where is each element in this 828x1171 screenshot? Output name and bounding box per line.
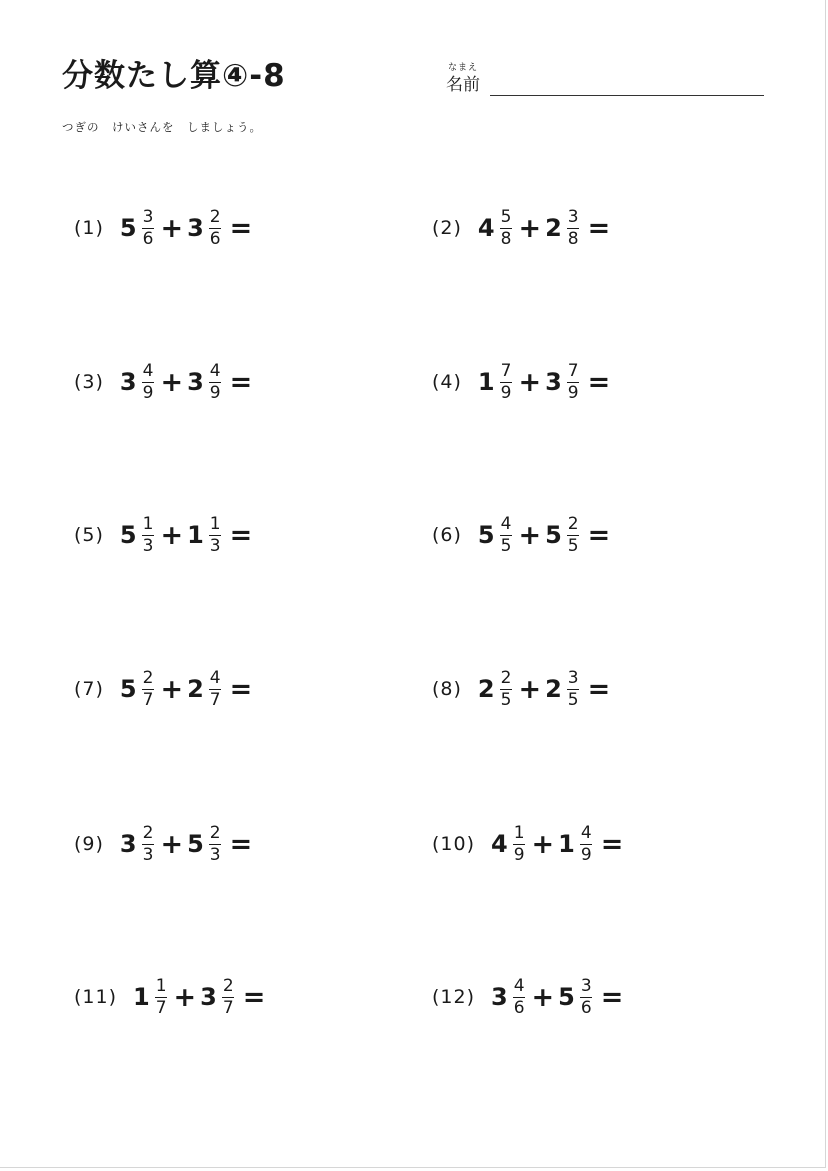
first-denominator: 8 [500,228,512,249]
first-numerator: 7 [500,360,512,381]
problem-number: (5) [74,524,104,546]
plus-sign: + [518,366,542,398]
second-fraction [222,975,235,1018]
second-numerator: 3 [567,206,579,227]
first-whole: 4 [477,214,495,242]
name-label: 名前 [446,75,480,95]
equals-sign: = [600,828,624,860]
second-denominator: 9 [209,382,221,403]
plus-sign: + [160,828,184,860]
second-numerator: 4 [209,667,221,688]
plus-sign: + [160,673,184,705]
problem-2 [432,206,610,250]
problem-number: (7) [74,678,104,700]
first-whole: 4 [491,830,508,858]
page-title: 分数たし算④-8 [62,58,286,94]
first-whole: 5 [477,521,495,549]
first-fraction [142,360,155,403]
first-denominator: 5 [500,535,512,556]
first-denominator: 9 [500,382,512,403]
second-denominator: 7 [222,997,234,1018]
second-numerator: 4 [580,822,592,843]
first-denominator: 3 [142,844,154,865]
first-fraction [155,975,168,1018]
second-whole: 3 [200,983,217,1011]
first-numerator: 2 [142,667,154,688]
equals-sign: = [229,212,253,244]
first-denominator: 7 [142,689,154,710]
first-fraction [142,822,155,865]
problem-1 [74,206,252,250]
first-whole: 3 [119,368,137,396]
equals-sign: = [229,673,253,705]
first-numerator: 2 [500,667,512,688]
name-field-area [446,60,766,100]
second-fraction [209,822,222,865]
first-numerator: 1 [142,513,154,534]
first-whole: 2 [477,675,495,703]
first-numerator: 1 [155,975,167,996]
first-whole: 3 [119,830,137,858]
first-denominator: 6 [513,997,525,1018]
equals-sign: = [587,212,611,244]
problem-4 [432,360,610,404]
first-numerator: 4 [513,975,525,996]
problem-7 [74,667,252,711]
second-numerator: 2 [209,206,221,227]
second-fraction [567,360,580,403]
second-fraction [209,360,222,403]
equals-sign: = [242,981,266,1013]
second-whole: 5 [558,983,575,1011]
first-whole: 1 [133,983,150,1011]
second-numerator: 7 [567,360,579,381]
first-numerator: 2 [142,822,154,843]
equals-sign: = [229,828,253,860]
name-write-line [490,95,764,96]
problem-3 [74,360,252,404]
equals-sign: = [229,366,253,398]
second-denominator: 9 [580,844,592,865]
plus-sign: + [160,212,184,244]
plus-sign: + [531,981,555,1013]
first-fraction [142,206,155,249]
problem-number: (3) [74,371,104,393]
problem-number: (4) [432,371,462,393]
plus-sign: + [518,673,542,705]
second-denominator: 5 [567,689,579,710]
second-fraction [580,975,593,1018]
first-whole: 5 [119,675,137,703]
second-denominator: 3 [209,535,221,556]
second-numerator: 3 [567,667,579,688]
first-denominator: 9 [513,844,525,865]
second-numerator: 3 [580,975,592,996]
equals-sign: = [229,519,253,551]
plus-sign: + [173,981,197,1013]
name-ruby: なまえ [448,63,479,73]
equals-sign: = [587,366,611,398]
problem-number: (10) [432,833,476,855]
problem-11 [74,975,265,1019]
first-whole: 5 [119,214,137,242]
problem-number: (8) [432,678,462,700]
second-fraction [567,206,580,249]
equals-sign: = [600,981,624,1013]
first-denominator: 3 [142,535,154,556]
second-whole: 2 [545,214,562,242]
second-fraction [567,667,580,710]
second-whole: 1 [187,521,204,549]
first-fraction [500,513,513,556]
instruction-text: つぎの けいさんを しましょう。 [62,120,262,134]
first-whole: 5 [119,521,137,549]
second-denominator: 8 [567,228,579,249]
second-denominator: 6 [580,997,592,1018]
second-whole: 1 [558,830,575,858]
second-fraction [209,513,222,556]
problem-number: (1) [74,217,104,239]
first-numerator: 4 [500,513,512,534]
problem-number: (6) [432,524,462,546]
second-whole: 2 [545,675,562,703]
first-whole: 3 [491,983,508,1011]
second-fraction [567,513,580,556]
first-fraction [500,206,513,249]
problem-9 [74,822,252,866]
second-whole: 3 [187,214,204,242]
problem-number: (12) [432,986,476,1008]
first-numerator: 4 [142,360,154,381]
equals-sign: = [587,673,611,705]
first-denominator: 5 [500,689,512,710]
first-denominator: 9 [142,382,154,403]
first-numerator: 1 [513,822,525,843]
first-fraction [500,667,513,710]
second-numerator: 1 [209,513,221,534]
second-whole: 5 [187,830,204,858]
first-denominator: 6 [142,228,154,249]
problem-6 [432,513,610,557]
plus-sign: + [518,519,542,551]
second-fraction [209,206,222,249]
second-numerator: 2 [209,822,221,843]
first-fraction [513,822,526,865]
second-denominator: 7 [209,689,221,710]
second-denominator: 9 [567,382,579,403]
second-whole: 3 [545,368,562,396]
problem-12 [432,975,623,1019]
problem-5 [74,513,252,557]
problem-number: (2) [432,217,462,239]
plus-sign: + [531,828,555,860]
problem-number: (11) [74,986,118,1008]
first-denominator: 7 [155,997,167,1018]
second-denominator: 6 [209,228,221,249]
problem-8 [432,667,610,711]
problem-10 [432,822,623,866]
second-numerator: 2 [567,513,579,534]
second-whole: 2 [187,675,204,703]
second-denominator: 5 [567,535,579,556]
second-numerator: 2 [222,975,234,996]
first-fraction [513,975,526,1018]
second-fraction [580,822,593,865]
first-numerator: 5 [500,206,512,227]
plus-sign: + [518,212,542,244]
first-fraction [500,360,513,403]
second-whole: 3 [187,368,204,396]
problem-number: (9) [74,833,104,855]
equals-sign: = [587,519,611,551]
plus-sign: + [160,366,184,398]
second-denominator: 3 [209,844,221,865]
second-fraction [209,667,222,710]
first-fraction [142,513,155,556]
first-whole: 1 [477,368,495,396]
plus-sign: + [160,519,184,551]
second-numerator: 4 [209,360,221,381]
first-fraction [142,667,155,710]
first-numerator: 3 [142,206,154,227]
second-whole: 5 [545,521,562,549]
